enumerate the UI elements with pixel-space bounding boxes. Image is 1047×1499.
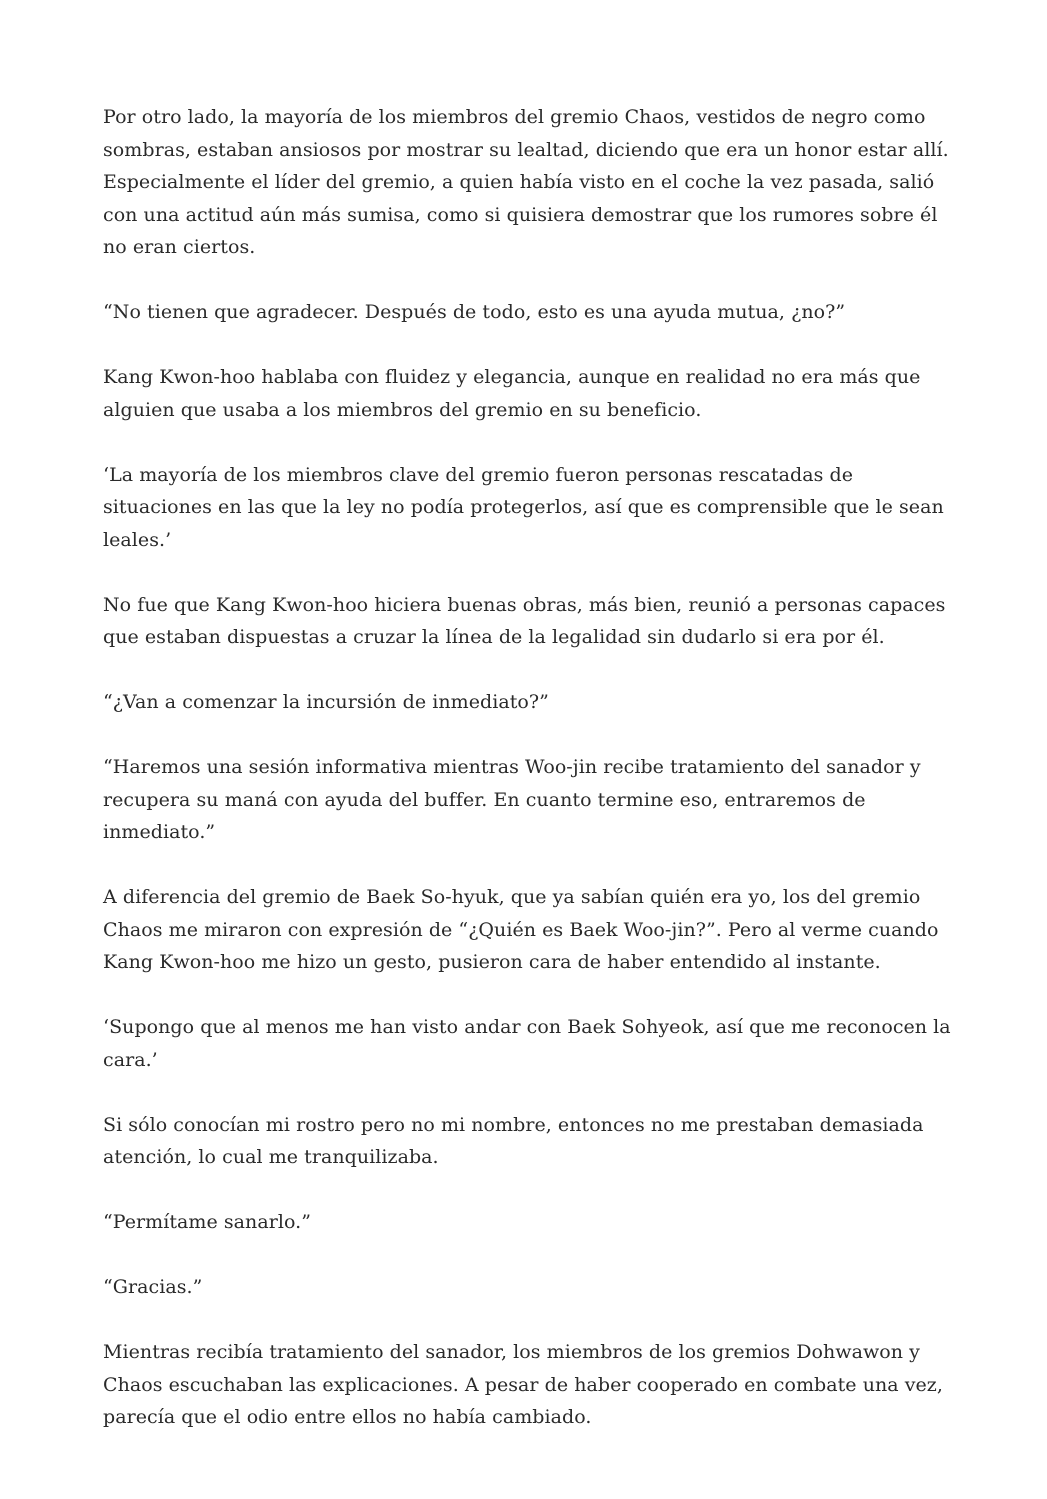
paragraph: Si sólo conocían mi rostro pero no mi nombre, entonces no me prestaban demasiada atención, lo cual me tranquilizaba. <box>103 1113 924 1168</box>
paragraph: “¿Van a comenzar la incursión de inmediato?” <box>103 691 549 713</box>
paragraph: “Permítame sanarlo.” <box>103 1211 311 1233</box>
document-page <box>103 101 953 1466</box>
paragraph: ‘Supongo que al menos me han visto andar con Baek Sohyeok, así que me reconocen la cara.’ <box>103 1016 951 1071</box>
paragraph: “Gracias.” <box>103 1276 203 1298</box>
paragraph: No fue que Kang Kwon-hoo hiciera buenas obras, más bien, reunió a personas capaces que estaban dispuestas a cruzar la línea de la legalidad sin dudarlo si era por él. <box>103 593 946 648</box>
paragraph: Mientras recibía tratamiento del sanador, los miembros de los gremios Dohwawon y Chaos escuchaban las explicaciones. A pesar de haber cooperado en combate una vez, parecía que el odio entre ellos no había cambiado. <box>103 1341 943 1428</box>
paragraph: “No tienen que agradecer. Después de todo, esto es una ayuda mutua, ¿no?” <box>103 301 846 323</box>
paragraph: Por otro lado, la mayoría de los miembros del gremio Chaos, vestidos de negro como sombras, estaban ansiosos por mostrar su lealtad, diciendo que era un honor estar allí. Especialmente el líder del gremio, a quien había visto en el coche la vez pasada, salió con una actitud aún más sumisa, como si quisiera demostrar que los rumores sobre él no eran ciertos. <box>103 106 949 258</box>
paragraph: ‘La mayoría de los miembros clave del gremio fueron personas rescatadas de situaciones en las que la ley no podía protegerlos, así que es comprensible que le sean leales.’ <box>103 463 944 551</box>
paragraph: A diferencia del gremio de Baek So-hyuk, que ya sabían quién era yo, los del gremio Chaos me miraron con expresión de “¿Quién es Baek Woo-jin?”. Pero al verme cuando Kang Kwon-hoo me hizo un gesto, pusieron cara de haber entendido al instante. <box>103 886 939 973</box>
paragraph: Kang Kwon-hoo hablaba con fluidez y elegancia, aunque en realidad no era más que alguien que usaba a los miembros del gremio en su beneficio. <box>103 366 921 421</box>
paragraph: “Haremos una sesión informativa mientras Woo-jin recibe tratamiento del sanador y recupera su maná con ayuda del buffer. En cuanto termine eso, entraremos de inmediato.” <box>103 756 921 843</box>
